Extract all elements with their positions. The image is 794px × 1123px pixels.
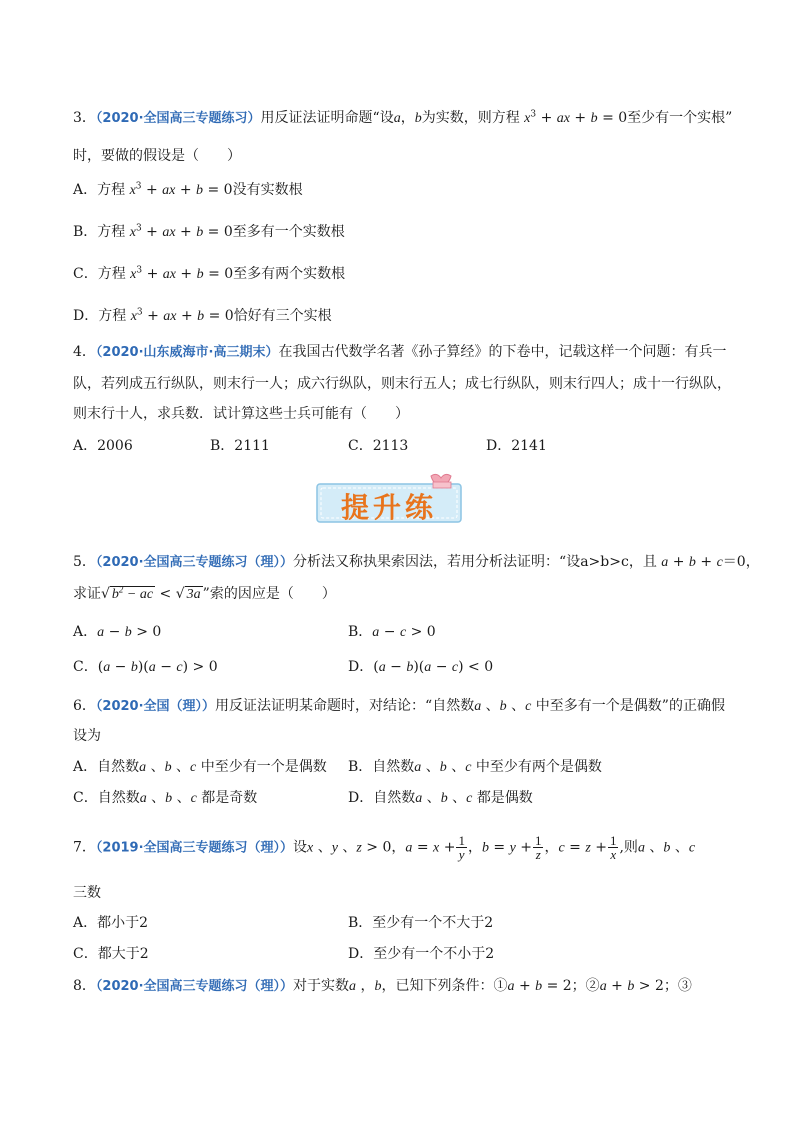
q3-option-b[interactable]: B．方程 $x^3$ + ax + b = 0至多有一个实数根 — [73, 223, 345, 240]
q3-line1: 3．（2020·全国高三专题练习）用反证法证明命题“设a，b为实数，则方程 $x^3$ + ax + b = 0至少有一个实根” — [73, 109, 733, 126]
q4-line2: 队，若列成五行纵队，则末行一人；成六行纵队，则末行五人；成七行纵队，则末行四人；成十一行纵队， — [73, 376, 731, 392]
q5-line2: 求证√ $b^2$ − ac < √ 3a ”索的因应是（ ） — [73, 584, 336, 602]
q4-option-b[interactable]: B．2111 — [210, 438, 270, 454]
q3-option-d[interactable]: D．方程 $x^3$ + ax + b = 0恰好有三个实根 — [73, 307, 332, 324]
question-source: （2020·全国高三专题练习（理）） — [95, 555, 294, 570]
question-number: 7． — [73, 839, 96, 856]
question-number: 8． — [73, 978, 96, 994]
q7-option-a[interactable]: A．都小于2 — [73, 915, 149, 931]
q5-line1: 5．（2020·全国高三专题练习（理））分析法又称执果索因法，若用分析法证明：“设a>b>c，且 a + b + c＝0， — [73, 554, 760, 570]
q7-line2: 三数 — [73, 885, 101, 901]
q5-option-d[interactable]: D．(a − b)(a − c) < 0 — [348, 659, 494, 675]
question-source: （2020·山东威海市·高三期末） — [95, 345, 279, 360]
question-source: （2020·全国高三专题练习（理）） — [95, 979, 294, 994]
q6-option-d[interactable]: D．自然数a 、b 、c 都是偶数 — [348, 790, 533, 806]
question-number: 6． — [73, 698, 96, 714]
q6-line2: 设为 — [73, 728, 101, 744]
q3-option-a[interactable]: A．方程 $x^3$ + ax + b = 0没有实数根 — [73, 181, 303, 198]
q3-option-c[interactable]: C．方程 $x^3$ + ax + b = 0至多有两个实数根 — [73, 265, 346, 282]
question-number: 5． — [73, 554, 96, 570]
q6-option-c[interactable]: C．自然数a 、b 、c 都是奇数 — [73, 790, 258, 806]
q7-option-d[interactable]: D．至少有一个不小于2 — [348, 946, 495, 962]
banner-title: 提升练 — [340, 491, 437, 524]
q4-line3: 则末行十人，求兵数．试计算这些士兵可能有（ ） — [73, 406, 409, 422]
question-number: 3． — [73, 110, 96, 126]
question-source: （2019·全国高三专题练习（理）） — [95, 840, 294, 856]
q4-option-a[interactable]: A．2006 — [73, 438, 133, 454]
q6-line1: 6．（2020·全国（理））用反证法证明某命题时，对结论：“自然数a 、b 、c 中至多有一个是偶数”的正确假 — [73, 698, 725, 714]
q7-line1: 7．（2019·全国高三专题练习（理））设x 、y 、z > 0，a = x + $\frac{1}{y}$ ，b = y + $\frac{1}{z}$ ，c = z + $\frac{1}{x}$ ,则a 、b 、c — [73, 833, 696, 862]
q6-option-b[interactable]: B．自然数a 、b 、c 中至少有两个是偶数 — [348, 759, 602, 775]
q3-line2: 时，要做的假设是（ ） — [73, 148, 241, 164]
question-source: （2020·全国高三专题练习） — [95, 111, 261, 126]
q8-line1: 8．（2020·全国高三专题练习（理））对于实数a ，b，已知下列条件：①a + b = 2；②a + b > 2；③ — [73, 978, 692, 994]
q4-option-c[interactable]: C．2113 — [348, 438, 409, 454]
q5-option-c[interactable]: C．(a − b)(a − c) > 0 — [73, 659, 218, 675]
question-number: 4． — [73, 344, 96, 360]
q5-option-a[interactable]: A．a − b > 0 — [73, 624, 162, 640]
q6-option-a[interactable]: A．自然数a 、b 、c 中至少有一个是偶数 — [73, 759, 327, 775]
q7-option-c[interactable]: C．都大于2 — [73, 946, 149, 962]
q7-option-b[interactable]: B．至少有一个不大于2 — [348, 915, 494, 931]
q4-option-d[interactable]: D．2141 — [486, 438, 547, 454]
q5-option-b[interactable]: B．a − c > 0 — [348, 624, 436, 640]
section-banner — [313, 472, 465, 526]
question-source: （2020·全国（理）） — [95, 699, 216, 714]
q4-line1: 4．（2020·山东威海市·高三期末）在我国古代数学名著《孙子算经》的下卷中，记载这样一个问题：有兵一 — [73, 344, 727, 360]
